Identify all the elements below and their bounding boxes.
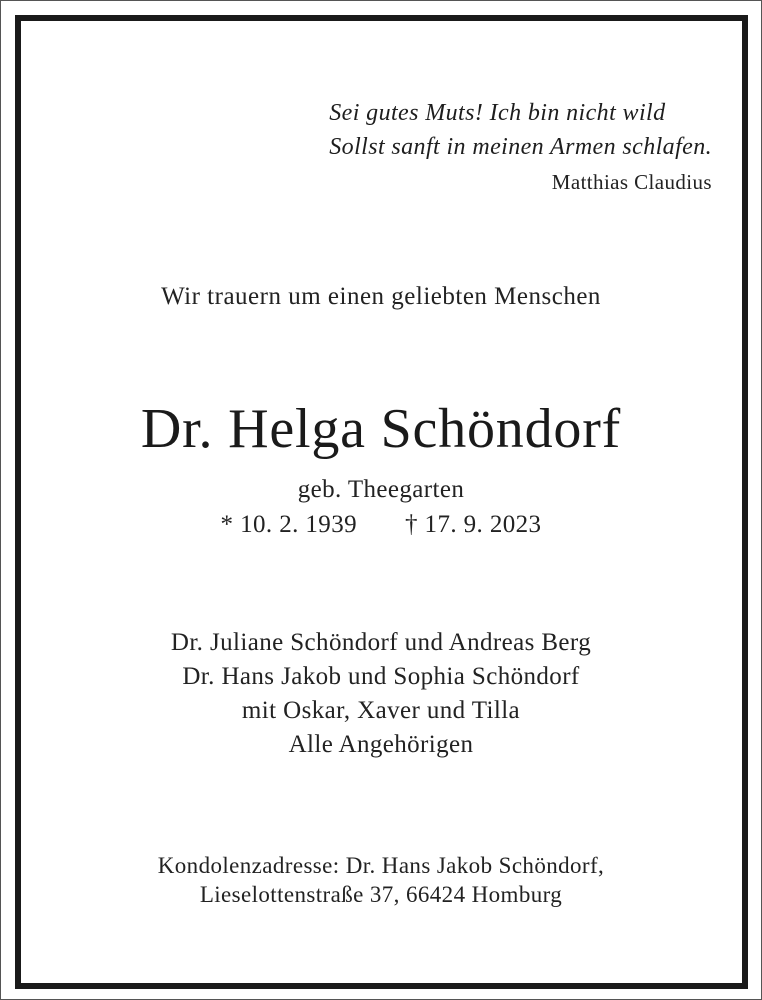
deceased-name: Dr. Helga Schöndorf [140,398,622,460]
death-date: † 17. 9. 2023 [405,511,542,538]
quote-author: Matthias Claudius [551,170,712,194]
mourners-list [0,626,762,762]
address-line-2: Lieselottenstraße 37, 66424 Homburg [199,882,563,907]
mourning-text: Wir trauern um einen geliebten Menschen [161,283,601,310]
address-line-1: Kondolenzadresse: Dr. Hans Jakob Schöndorf, [157,853,605,878]
mourner-line: mit Oskar, Xaver und Tilla [241,697,521,724]
birth-date: * 10. 2. 1939 [220,511,357,538]
quote-line-2: Sollst sanft in meinen Armen schlafen. [329,134,712,160]
mourner-line: Dr. Hans Jakob und Sophia Schöndorf [182,663,580,690]
mourner-line: Dr. Juliane Schöndorf und Andreas Berg [170,629,592,656]
quote [329,96,712,164]
quote-line-1: Sei gutes Muts! Ich bin nicht wild [329,100,666,126]
mourner-line: Alle Angehörigen [288,731,474,758]
birth-name: geb. Theegarten [297,476,465,503]
life-dates [0,509,762,541]
condolence-address [0,851,762,909]
